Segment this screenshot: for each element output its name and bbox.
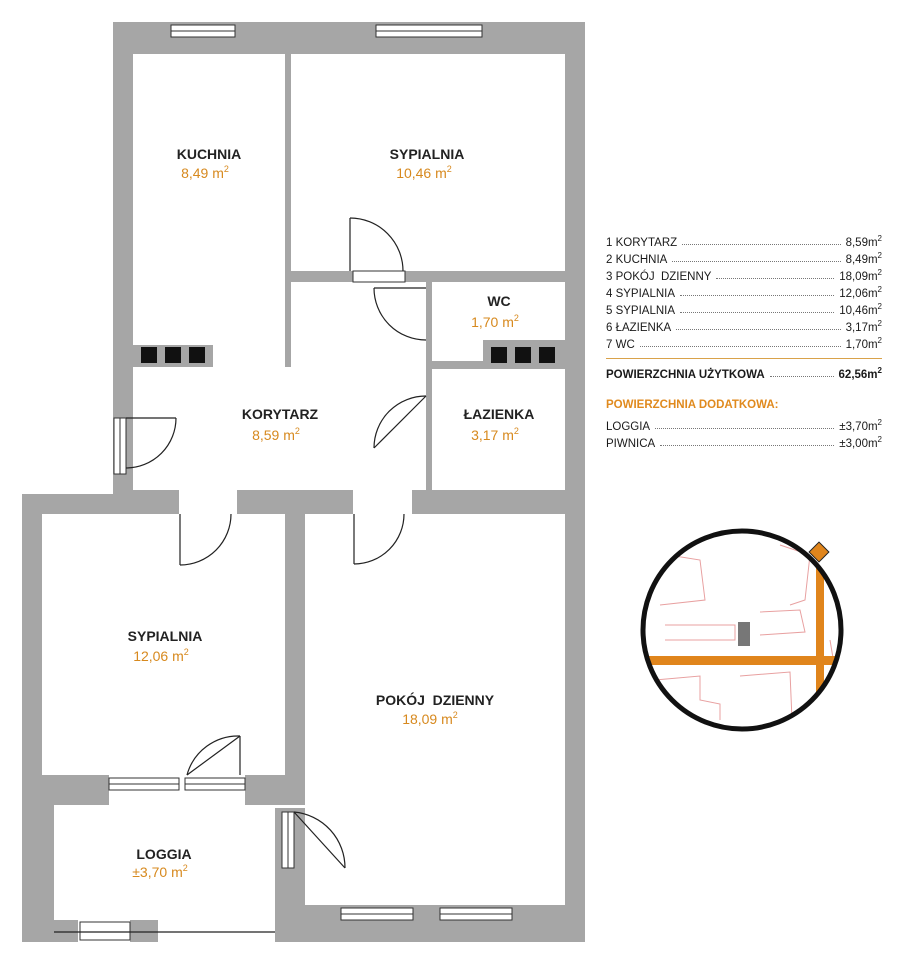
room-name-lazienka: ŁAZIENKA — [463, 406, 535, 422]
leader-dots — [655, 428, 834, 429]
legend-row — [606, 249, 882, 266]
room-name-pokoj-dzienny: POKÓJ DZIENNY — [375, 692, 495, 708]
legend-value: $8,59m^2$ — [845, 234, 882, 249]
legend-name: PIWNICA — [606, 438, 656, 450]
room-name-wc: WC — [487, 293, 511, 309]
legend-value: $10,46m^2$ — [839, 302, 882, 317]
legend-total-row — [606, 364, 882, 381]
legend-name: 2 KUCHNIA — [606, 254, 668, 266]
legend-row — [606, 334, 882, 351]
legend-row — [606, 300, 882, 317]
legend-value: $18,09m^2$ — [839, 268, 882, 283]
legend-name: 4 SYPIALNIA — [606, 288, 676, 300]
legend-value: $8,49m^2$ — [845, 251, 882, 266]
room-name-loggia: LOGGIA — [136, 846, 192, 862]
legend-total-name: POWIERZCHNIA UŻYTKOWA — [606, 369, 765, 381]
legend-value: $3,17m^2$ — [845, 319, 882, 334]
legend-extra-title: POWIERZCHNIA DODATKOWA: — [606, 399, 779, 411]
room-area-lazienka: 3,17 $m^2$ — [471, 426, 519, 443]
legend-row — [606, 317, 882, 334]
room-area-korytarz: 8,59 $m^2$ — [252, 426, 300, 443]
room-area-sypialnia-top: 10,46 $m^2$ — [396, 164, 452, 181]
legend-total-value: $62,56m^2$ — [838, 366, 882, 381]
leader-dots — [672, 261, 840, 262]
legend-name: 6 ŁAZIENKA — [606, 322, 672, 334]
legend-row — [606, 266, 882, 283]
legend-value: $\pm 3,70m^2$ — [839, 418, 882, 433]
leader-dots — [640, 346, 841, 347]
area-legend — [606, 232, 882, 450]
room-area-pokoj-dzienny: 18,09 $m^2$ — [402, 710, 458, 727]
ventilation-shafts — [141, 347, 555, 363]
legend-name: 3 POKÓJ DZIENNY — [606, 271, 712, 283]
leader-dots — [770, 376, 834, 377]
legend-extra-row — [606, 433, 882, 450]
room-area-sypialnia-left: 12,06 $m^2$ — [133, 647, 189, 664]
legend-name: 7 WC — [606, 339, 635, 351]
legend-row — [606, 232, 882, 249]
legend-extra-row — [606, 416, 882, 433]
legend-name: 1 KORYTARZ — [606, 237, 678, 249]
legend-row — [606, 283, 882, 300]
room-name-sypialnia-left: SYPIALNIA — [127, 628, 203, 644]
leader-dots — [680, 312, 834, 313]
leader-dots — [676, 329, 840, 330]
location-map — [640, 531, 850, 730]
room-area-loggia: ±3,70 $m^2$ — [132, 863, 188, 880]
leader-dots — [680, 295, 834, 296]
legend-value: $\pm 3,00m^2$ — [839, 435, 882, 450]
legend-value: $12,06m^2$ — [839, 285, 882, 300]
leader-dots — [682, 244, 840, 245]
leader-dots — [716, 278, 834, 279]
legend-divider — [606, 358, 882, 359]
legend-value: $1,70m^2$ — [845, 336, 882, 351]
room-area-kuchnia: 8,49 $m^2$ — [181, 164, 229, 181]
room-name-korytarz: KORYTARZ — [241, 406, 319, 422]
room-name-kuchnia: KUCHNIA — [176, 146, 242, 162]
room-area-wc: 1,70 $m^2$ — [471, 313, 519, 330]
legend-name: LOGGIA — [606, 421, 651, 433]
legend-name: 5 SYPIALNIA — [606, 305, 676, 317]
leader-dots — [660, 445, 834, 446]
room-name-sypialnia-top: SYPIALNIA — [389, 146, 465, 162]
